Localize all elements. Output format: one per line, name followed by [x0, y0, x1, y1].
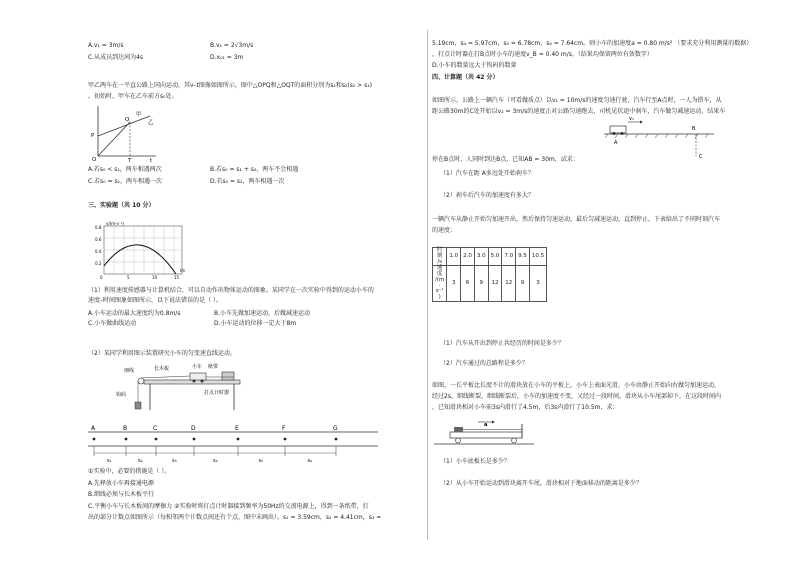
- graph-label-q: Q: [125, 117, 130, 123]
- option-a: A.小车运动的最大速度约为0.8m/s: [88, 310, 181, 317]
- tick-label: 0: [100, 275, 103, 280]
- axis-label-t: t/s: [180, 268, 185, 273]
- table-cell: 5.0: [488, 248, 502, 266]
- option-a: A.v₁ = 3m/s: [88, 42, 124, 49]
- sub-question: （2）汽车通过的总路程是多少？: [440, 360, 528, 367]
- label-b: B: [692, 126, 696, 132]
- table-row-speed: [433, 266, 547, 302]
- tape-point-label: F: [282, 425, 286, 432]
- table-cell: 2.0: [461, 248, 475, 266]
- label-board: 长木板: [154, 366, 170, 372]
- option-d: D.x₀₁ = 3m: [210, 54, 244, 61]
- question-text: （2）某同学利用图示装置研究小车的匀变速直线运动。: [88, 350, 236, 357]
- table-cell: 9: [474, 266, 488, 302]
- tape-segment-label: s₁: [107, 458, 112, 464]
- label-c: C: [699, 154, 703, 160]
- graph-label-p: P: [91, 133, 95, 139]
- tick-label: 0.6: [95, 237, 102, 242]
- table-header-time: 时 刻 /s: [433, 248, 447, 266]
- label-a: A: [614, 140, 618, 146]
- option-d: D.小车运动的位移一定大于8m: [214, 320, 297, 327]
- option-b: B.小车先做加速运动，后做减速运动: [214, 310, 311, 317]
- paper-tape-figure: [88, 422, 378, 466]
- question-text: 距公路30m的C处开始以v₂ = 3m/s的速度正对公路匀速跑去，司机见状途中刹车，汽车做匀减速运动，结果车: [432, 108, 726, 115]
- tape-point-label: G: [333, 425, 338, 432]
- table-cell: 12: [488, 266, 502, 302]
- speed-table: [432, 247, 547, 302]
- table-cell: 3: [447, 266, 461, 302]
- option-a: A.若s₀ < s₁，两车相遇两次: [88, 166, 162, 173]
- label-v1: v₁: [629, 116, 634, 122]
- axis-label-v: v/(m·s⁻¹): [106, 221, 124, 226]
- section-heading: 四、计算题（共 42 分）: [432, 74, 499, 81]
- tape-point-label: E: [235, 425, 239, 432]
- question-text: 出的部分计数点如图所示（每相邻两个计数点间还有个点，图中未画出）。s₁ = 3.59cm，s₂ = 4.41cm，s₃ =: [88, 514, 382, 521]
- option-b: B.细线必须与长木板平行: [88, 491, 155, 498]
- tape-point: [237, 438, 240, 441]
- label-timer: 打点计时器: [204, 390, 230, 396]
- label-thread: 细线: [124, 368, 135, 374]
- graph-label-o: O: [92, 157, 97, 162]
- table-header-speed: 速 度 /(m · s⁻¹ ): [433, 266, 447, 302]
- sub-question: （1）小车底板长是多少？: [440, 458, 510, 465]
- option-c: C.小车做曲线运动: [88, 320, 137, 327]
- left-column: [88, 0, 421, 562]
- graph-label-t: T: [128, 158, 132, 162]
- question-text: 如图，一长平板比长度不计的滑块放在小车的平板上，小车上表面光滑，小车由静止开始向右做匀加速运动，: [432, 382, 721, 389]
- road-figure: [604, 116, 714, 162]
- question-text: ①实验中，必要的措施是（ ）。: [88, 468, 171, 475]
- option-c: C.平衡小车与长木板间的摩擦力 ②实验时将打点计时器接到频率为50Hz的交流电源上，得到一条纸带，打: [88, 503, 369, 510]
- question-text: 一辆汽车从静止开始匀加速开出，然后保持匀速运动，最后匀减速运动，直到停止，下表给出了不同时刻汽车: [432, 216, 721, 223]
- tape-point: [125, 438, 128, 441]
- question-text: 停在B点时，人同时到达B点，已知AB = 30m，试求：: [432, 156, 579, 163]
- tick-label: 15: [174, 275, 180, 280]
- table-cell: 3.0: [474, 248, 488, 266]
- tick-label: 0.2: [95, 261, 102, 266]
- option-b: B.v₁ = 2√3m/s: [210, 42, 254, 49]
- tick-label: 5: [127, 275, 130, 280]
- tape-point-label: D: [191, 425, 196, 432]
- graph-label-yi: 乙: [148, 120, 154, 126]
- table-cell: 6: [461, 266, 475, 302]
- tape-point: [93, 438, 96, 441]
- graph-label-axis-t: t: [150, 158, 153, 162]
- section-heading: 三、实验题（共 10 分）: [88, 202, 155, 209]
- tape-segment-label: s₄: [213, 458, 218, 464]
- option-d: D.小车的数量远大于钩码的数量: [432, 62, 517, 69]
- option-d: D.若s₀ = s₂，两车相遇一次: [210, 178, 285, 185]
- tape-segment-label: s₂: [138, 458, 143, 464]
- sub-question: （2）从小车开始运动到滑块离开车尾，滑块相对于地面移动的距离是多少？: [440, 480, 642, 487]
- sub-question: （1）汽车从开出到停止共经历的时间是多少？: [440, 340, 564, 347]
- question-text: 速度–时间图象如图所示，以下说法错误的是（ ）。: [88, 297, 222, 304]
- tape-segment-label: s₆: [307, 458, 313, 464]
- tape-point-label: A: [91, 425, 96, 432]
- option-a: A.先释放小车再接通电源: [88, 480, 154, 487]
- question-text: 。初始时，甲车在乙车前方s₀处。: [88, 93, 178, 100]
- label-cart: 小车: [192, 364, 203, 370]
- answer-text: 5.19cm，s₄ = 5.97cm，s₅ = 6.78cm，s₆ = 7.64cm。则小车的加速度a = 0.80 m/s² （要求充分利用测量的数据）: [432, 40, 753, 47]
- tape-point: [155, 438, 158, 441]
- table-cell: 7.0: [502, 248, 516, 266]
- column-divider: [427, 30, 428, 540]
- question-text: 经过2s，细线断裂，细线断裂后，小车的加速度不变，又经过一段时间，滑块从小车尾部掉下，在这段时间内: [432, 393, 721, 400]
- tick-label: 0.8: [95, 225, 102, 230]
- apparatus-figure: [94, 360, 244, 418]
- question-text: 的速度：: [432, 227, 457, 234]
- table-cell: 1.0: [447, 248, 461, 266]
- table-row-time: [433, 248, 547, 266]
- tape-segment-label: s₃: [172, 458, 177, 464]
- cart-slider-figure: [434, 418, 534, 448]
- tape-point: [193, 438, 196, 441]
- label-tape: 纸带: [208, 364, 219, 370]
- tape-point-label: B: [123, 425, 128, 432]
- question-text: 如图所示，公路上一辆汽车（可看做质点）以v₁ = 10m/s的速度匀速行驶，汽车行至A点时，一人为搭车，从: [432, 97, 722, 104]
- sub-question: （2）刹车后汽车的加速度有多大？: [440, 192, 534, 199]
- tape-point: [284, 438, 287, 441]
- right-column: [432, 0, 772, 562]
- tape-point: [335, 438, 338, 441]
- option-c: C.若s₀ = s₁，两车相遇一次: [88, 178, 163, 185]
- question-text: （1）利用速度传感器与计算机结合，可以自动作出物体运动的图象。某同学在一次实验中得到的运动小车的: [88, 287, 374, 294]
- option-b: B.若s₀ = s₁ + s₂，两车不会相遇: [210, 166, 299, 173]
- label-acceleration: a: [484, 422, 488, 428]
- tick-label: 10: [152, 275, 158, 280]
- question-text: 甲乙两车在一平直公路上同向运动，其v–t图像如图所示，图中△OPQ和△OQT的面积分别为s₁和s₂(s₂ > s₁): [88, 82, 372, 89]
- graph-label-jia: 甲: [136, 112, 142, 118]
- answer-text: ，打点计时器在打B点时小车的速度v_B = 0.40 m/s。（结果均保留两位有效数字）: [432, 51, 653, 58]
- table-cell: 9: [516, 266, 530, 302]
- table-cell: 9.5: [516, 248, 530, 266]
- table-cell: 3: [529, 266, 546, 302]
- option-c: C.从成员到达间为4s: [88, 54, 144, 61]
- question-text: ，已知滑块相对小车前3s内滑行了4.5m，后3s内滑行了10.5m，求：: [432, 404, 619, 411]
- table-cell: 10.5: [529, 248, 546, 266]
- tape-point-label: C: [153, 425, 158, 432]
- sub-question: （1）汽车在距 A多远处开始刹车？: [440, 170, 534, 177]
- vt-graph: [90, 104, 160, 162]
- tape-segment-label: s₅: [258, 458, 264, 464]
- velocity-time-chart: [94, 220, 190, 282]
- tick-label: 0.4: [95, 249, 102, 254]
- table-cell: 12: [502, 266, 516, 302]
- label-hook-weight: 钩码: [116, 392, 127, 398]
